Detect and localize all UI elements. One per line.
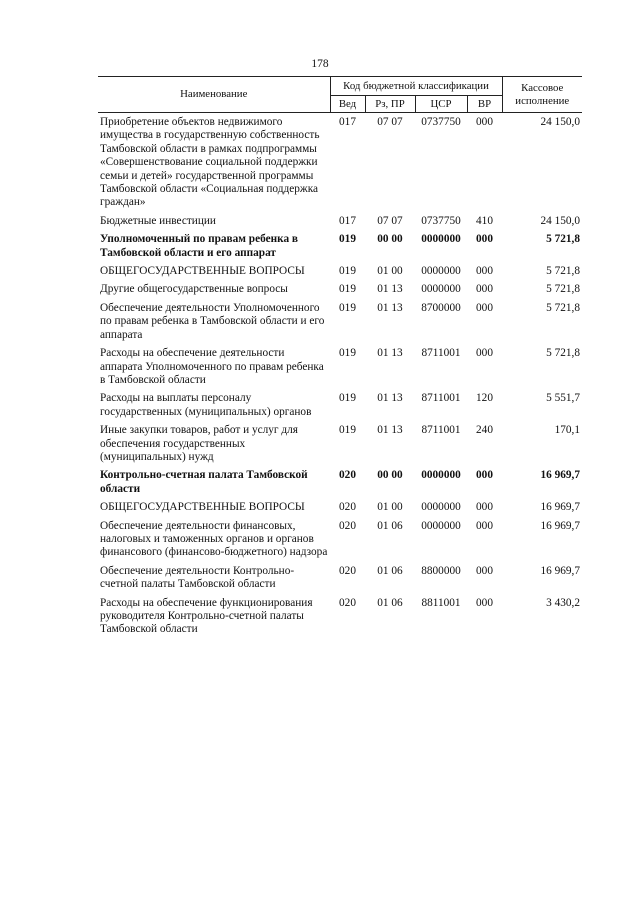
cell-ved: 020 — [339, 564, 356, 577]
cell-ved: 019 — [339, 301, 356, 314]
cell-name: ОБЩЕГОСУДАРСТВЕННЫЕ ВОПРОСЫ — [100, 501, 305, 514]
cell-amount: 5 721,8 — [546, 265, 581, 278]
cell-vr: 000 — [476, 564, 493, 577]
cell-ved: 019 — [339, 283, 356, 296]
cell-amount: 24 150,0 — [540, 116, 581, 128]
cell-csr: 0000000 — [421, 265, 461, 278]
table-body — [98, 113, 582, 642]
cell-amount: 16 969,7 — [540, 519, 581, 532]
cell-csr: 8711001 — [421, 347, 461, 360]
cell-vr: 000 — [476, 233, 493, 246]
table-row — [98, 424, 582, 469]
table-row — [98, 347, 582, 392]
cell-amount: 16 969,7 — [540, 564, 581, 577]
table-row — [98, 265, 582, 283]
table-row — [98, 565, 582, 597]
cell-vr: 410 — [476, 214, 493, 227]
cell-name: Бюджетные инвестиции — [100, 214, 216, 227]
cell-amount: 170,1 — [554, 424, 581, 437]
header-vr: ВР — [467, 96, 502, 113]
table-row — [98, 283, 582, 301]
cell-amount: 5 721,8 — [546, 347, 581, 360]
cell-ved: 017 — [339, 214, 356, 227]
cell-vr: 000 — [476, 116, 493, 128]
cell-amount: 24 150,0 — [540, 214, 581, 227]
cell-ved: 019 — [339, 265, 356, 278]
cell-vr: 000 — [476, 265, 493, 278]
cell-rz-pr: 01 06 — [377, 596, 403, 609]
table-row — [98, 597, 582, 642]
cell-csr: 0737750 — [421, 116, 461, 128]
cell-csr: 8711001 — [421, 424, 461, 437]
cell-amount: 3 430,2 — [546, 596, 581, 609]
table-row — [98, 392, 582, 424]
cell-csr: 0000000 — [421, 233, 461, 246]
cell-ved: 019 — [339, 233, 356, 246]
cell-rz-pr: 01 13 — [377, 347, 403, 360]
header-ved: Вед — [330, 96, 365, 113]
cell-name: Приобретение объектов недвижимого имущества в государственную собственность Тамбовской области в рамках подпрограммы «Совершенствование социальной поддержки семьи и детей» государственной программы Тамбовской области «Социальная поддержка граждан» — [100, 116, 320, 209]
cell-rz-pr: 01 00 — [377, 265, 403, 278]
cell-amount: 5 721,8 — [546, 233, 581, 246]
table-row — [98, 302, 582, 347]
header-rz-pr: Рз, ПР — [365, 96, 415, 113]
cell-rz-pr: 01 13 — [377, 301, 403, 314]
cell-amount: 5 721,8 — [546, 283, 581, 296]
cell-ved: 020 — [339, 519, 356, 532]
cell-name: ОБЩЕГОСУДАРСТВЕННЫЕ ВОПРОСЫ — [100, 265, 305, 278]
cell-csr: 0000000 — [421, 469, 461, 482]
cell-csr: 8811001 — [421, 596, 461, 609]
cell-ved: 019 — [339, 347, 356, 360]
cell-name: Другие общегосударственные вопросы — [100, 283, 288, 296]
cell-ved: 017 — [339, 116, 356, 128]
header-classification: Код бюджетной классификации — [330, 77, 502, 96]
cell-vr: 000 — [476, 596, 493, 609]
table-header — [98, 77, 582, 113]
cell-name: Обеспечение деятельности финансовых, налоговых и таможенных органов и органов финансового (финансово-бюджетного) надзора — [100, 519, 328, 559]
table-row — [98, 469, 582, 501]
cell-name: Расходы на обеспечение деятельности аппарата Уполномоченного по правам ребенка в Тамбовской области — [100, 347, 324, 386]
cell-vr: 000 — [476, 501, 493, 514]
cell-rz-pr: 01 00 — [377, 501, 403, 514]
cell-vr: 000 — [476, 283, 493, 296]
cell-rz-pr: 00 00 — [377, 469, 403, 482]
cell-amount: 5 551,7 — [546, 392, 581, 405]
cell-ved: 020 — [339, 596, 356, 609]
cell-rz-pr: 07 07 — [377, 116, 403, 128]
budget-table — [98, 76, 582, 642]
table-row — [98, 233, 582, 265]
cell-ved: 020 — [339, 501, 356, 514]
header-execution: Кассовое исполнение — [502, 77, 582, 113]
cell-rz-pr: 01 13 — [377, 392, 403, 405]
cell-csr: 8800000 — [421, 564, 461, 577]
cell-name: Расходы на обеспечение функционирования руководителя Контрольно-счетной палаты Тамбовской области — [100, 596, 313, 636]
cell-vr: 240 — [476, 424, 493, 437]
cell-name: Обеспечение деятельности Уполномоченного по правам ребенка в Тамбовской области и его аппарата — [100, 301, 325, 341]
cell-vr: 120 — [476, 392, 493, 405]
cell-csr: 8700000 — [421, 301, 461, 314]
header-csr: ЦСР — [415, 96, 467, 113]
cell-vr: 000 — [476, 469, 493, 482]
cell-vr: 000 — [476, 347, 493, 360]
cell-ved: 020 — [339, 469, 356, 482]
cell-amount: 5 721,8 — [546, 301, 581, 314]
table-row — [98, 501, 582, 519]
cell-rz-pr: 01 13 — [377, 283, 403, 296]
table-row — [98, 215, 582, 233]
cell-vr: 000 — [476, 301, 493, 314]
cell-csr: 0000000 — [421, 519, 461, 532]
cell-csr: 0000000 — [421, 283, 461, 296]
cell-ved: 019 — [339, 392, 356, 405]
cell-rz-pr: 07 07 — [377, 214, 403, 227]
cell-rz-pr: 01 06 — [377, 519, 403, 532]
cell-ved: 019 — [339, 424, 356, 437]
cell-amount: 16 969,7 — [540, 469, 581, 482]
cell-name: Уполномоченный по правам ребенка в Тамбовской области и его аппарат — [100, 233, 299, 259]
cell-vr: 000 — [476, 519, 493, 532]
cell-csr: 8711001 — [421, 392, 461, 405]
table-row — [98, 520, 582, 565]
cell-name: Контрольно-счетная палата Тамбовской области — [100, 469, 308, 495]
cell-csr: 0000000 — [421, 501, 461, 514]
header-name: Наименование — [98, 77, 330, 113]
cell-name: Расходы на выплаты персоналу государственных (муниципальных) органов — [100, 392, 312, 418]
cell-rz-pr: 00 00 — [377, 233, 403, 246]
page-number: 178 — [311, 58, 329, 70]
cell-rz-pr: 01 06 — [377, 564, 403, 577]
cell-rz-pr: 01 13 — [377, 424, 403, 437]
cell-name: Иные закупки товаров, работ и услуг для обеспечения государственных (муниципальных) нужд — [100, 424, 298, 463]
table-row — [98, 113, 582, 215]
cell-csr: 0737750 — [421, 214, 461, 227]
cell-amount: 16 969,7 — [540, 501, 581, 514]
cell-name: Обеспечение деятельности Контрольно-счетной палаты Тамбовской области — [100, 564, 295, 591]
